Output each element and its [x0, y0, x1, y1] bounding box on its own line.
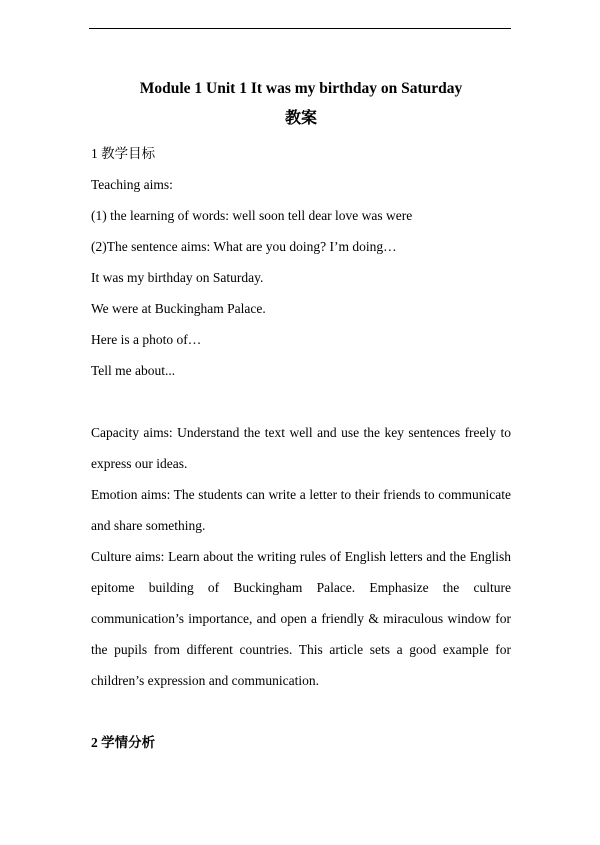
blank-line	[91, 696, 511, 727]
section-heading: 1 教学目标	[91, 146, 156, 161]
document-subtitle: 教案	[284, 110, 317, 127]
text-line: Here is a photo of…	[91, 332, 202, 347]
section-teaching-objectives	[91, 138, 511, 758]
text-line: Teaching aims:	[91, 177, 173, 192]
text-line: Tell me about...	[91, 363, 176, 378]
document-page	[91, 78, 511, 758]
text-line: (2)The sentence aims: What are you doing? I’m doing…	[91, 239, 397, 254]
text-line: (1) the learning of words: well soon tell dear love was were	[91, 208, 413, 223]
header-rule	[89, 28, 511, 29]
culture-aims-paragraph: Culture aims: Learn about the writing rules of English letters and the English epitome building of Buckingham Palace. Emphasize the culture communication’s importance, and open a friendly & miraculous window for the pupils from different countries. This article sets a good example for children’s expression and communication.	[91, 549, 511, 688]
section-heading-learning-analysis: 2 学情分析	[91, 735, 156, 750]
blank-line	[91, 386, 511, 417]
capacity-aims-paragraph: Capacity aims: Understand the text well and use the key sentences freely to express our ideas.	[91, 425, 511, 471]
document-title: Module 1 Unit 1 It was my birthday on Saturday	[139, 80, 463, 97]
text-line: It was my birthday on Saturday.	[91, 270, 264, 285]
emotion-aims-paragraph: Emotion aims: The students can write a letter to their friends to communicate and share something.	[91, 487, 511, 533]
text-line: We were at Buckingham Palace.	[91, 301, 266, 316]
